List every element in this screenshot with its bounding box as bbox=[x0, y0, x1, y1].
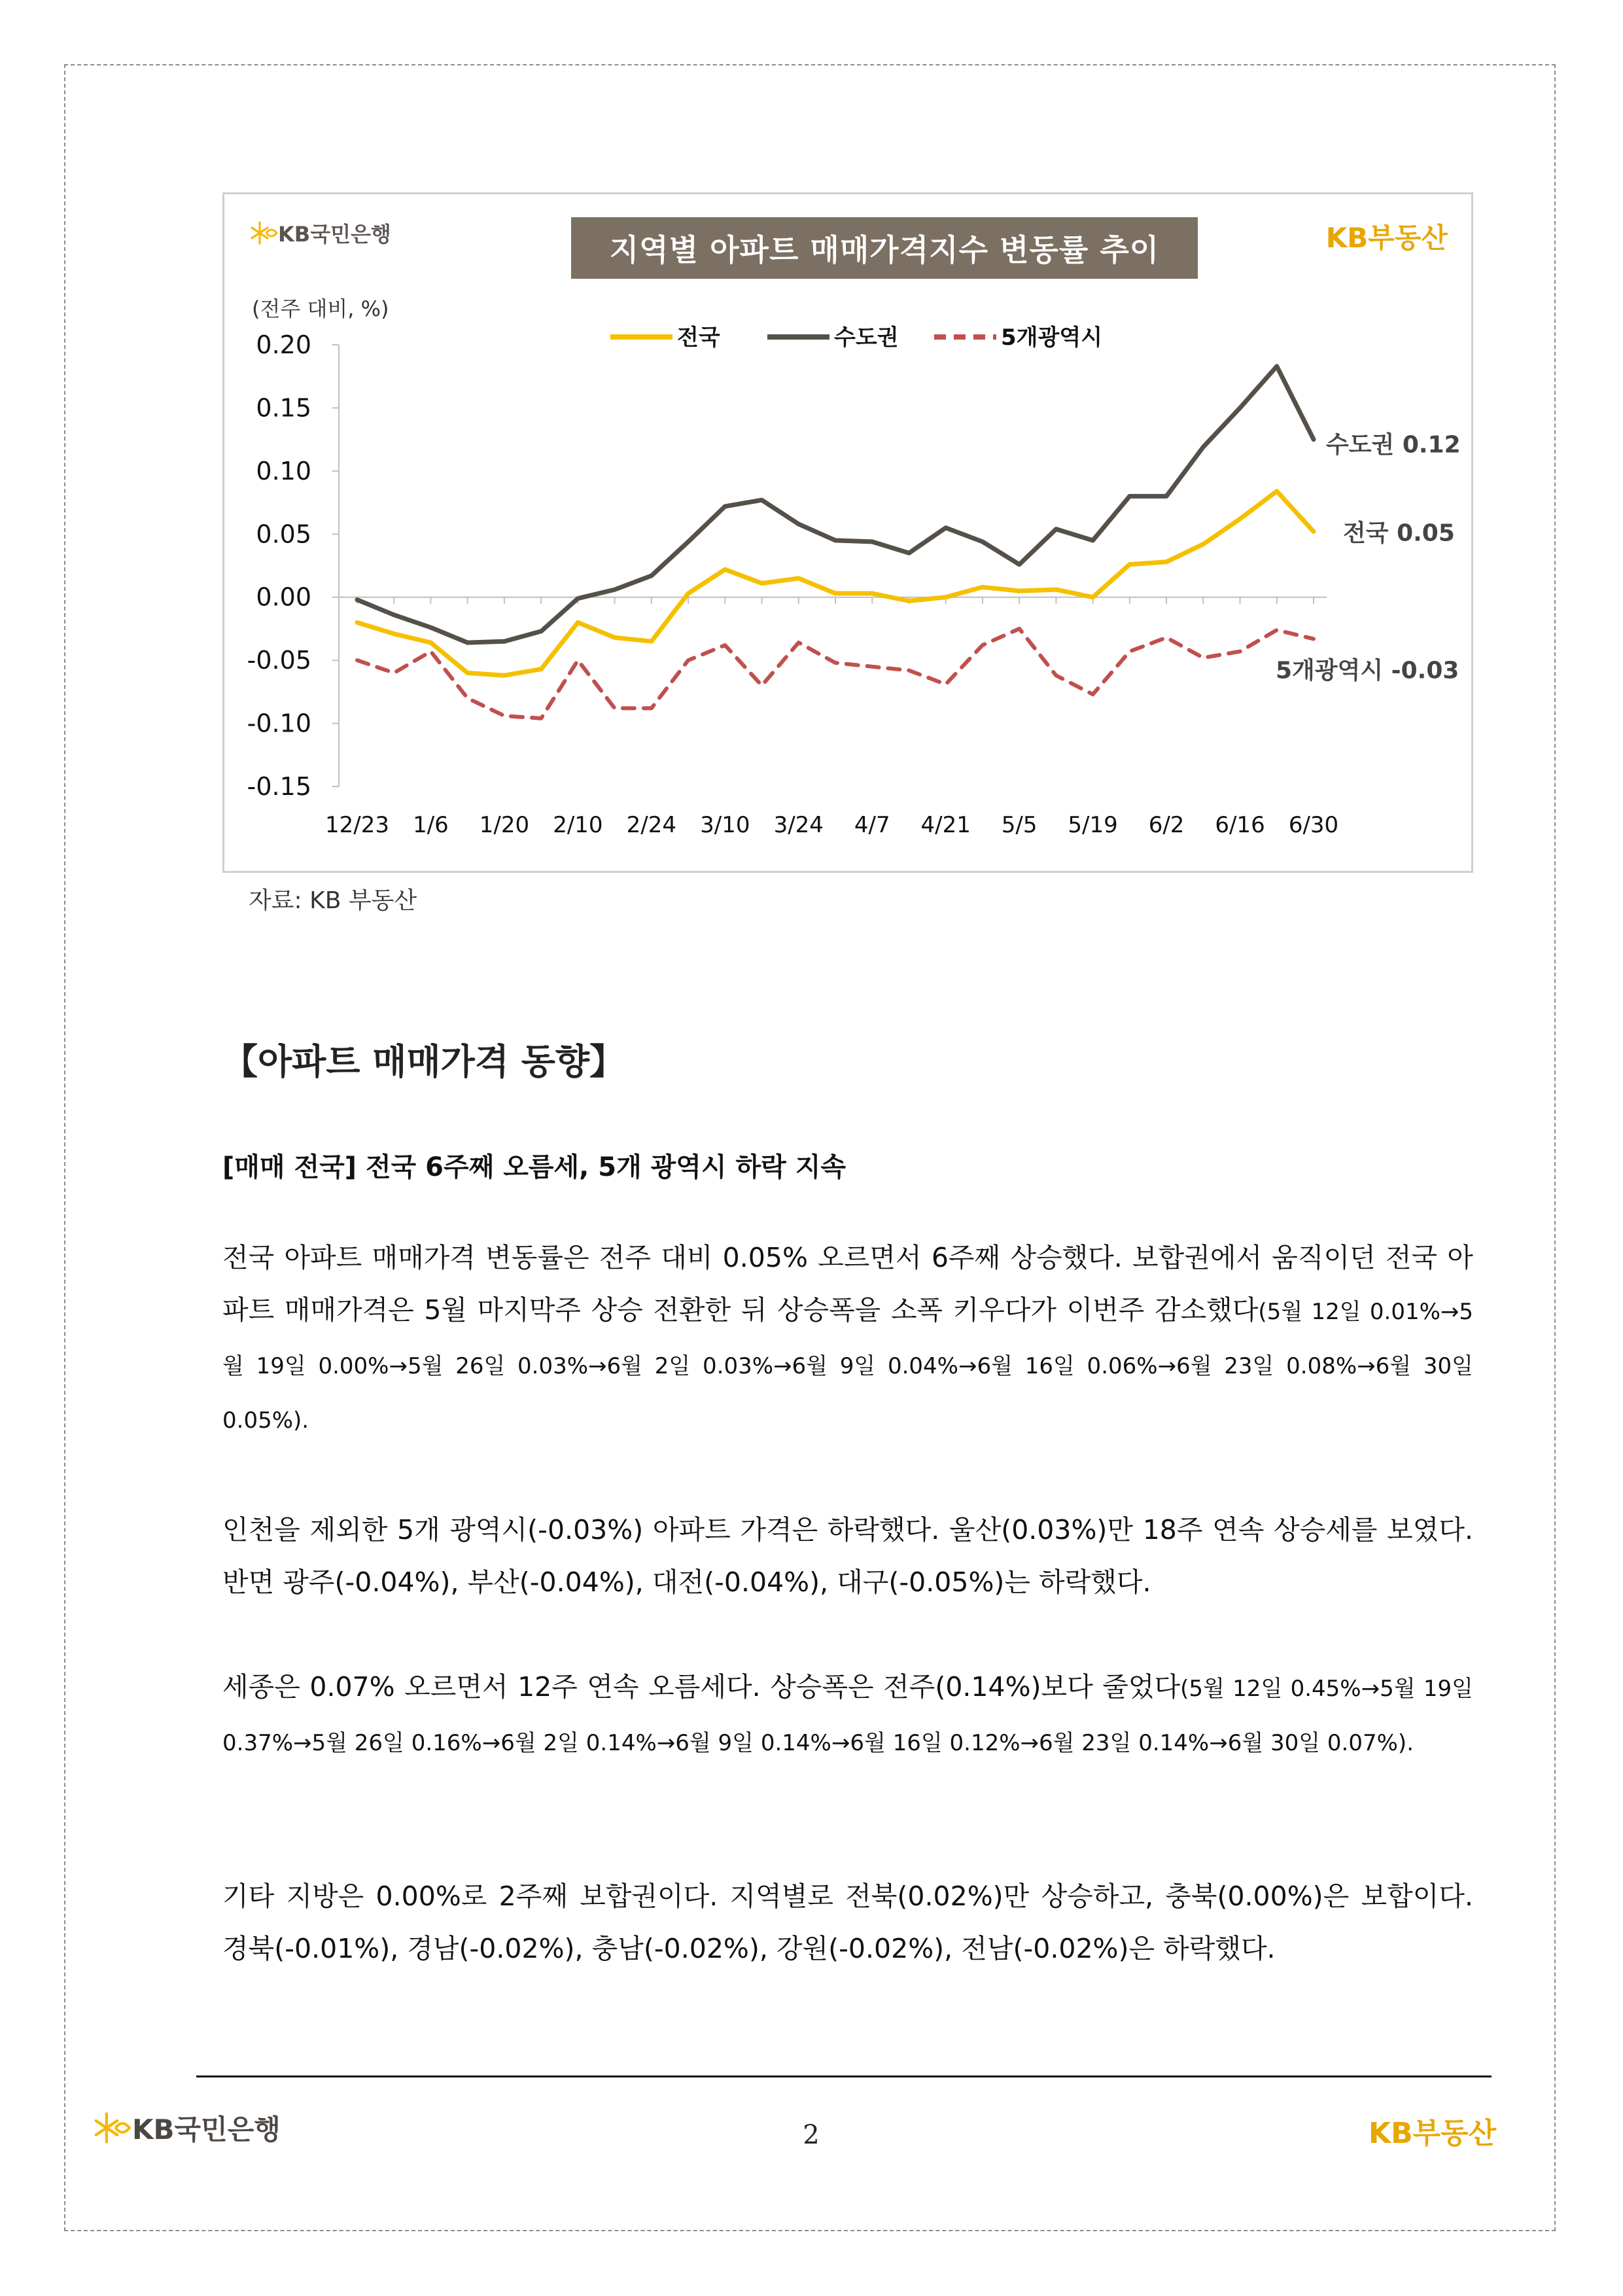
legend-label-2: 5개광역시 bbox=[1001, 325, 1103, 351]
footer-divider bbox=[196, 2075, 1492, 2077]
chart-title: 지역별 아파트 매매가격지수 변동률 추이 bbox=[571, 217, 1198, 279]
footer-bank-logo-text: KB국민은행 bbox=[132, 2113, 281, 2146]
paragraph-sejong bbox=[222, 1661, 1473, 1769]
paragraph-sejong-detail: (5월 12일 0.45%→5월 19일 0.37%→5월 26일 0.16%→6월 2일 0.14%→6월 9일 0.14%→6월 16일 0.12%→6월 23일 0.14%→6월 30일 0.07%). bbox=[222, 1676, 1473, 1756]
y-tick-label: 0.15 bbox=[256, 393, 311, 423]
x-tick-label: 2/24 bbox=[626, 812, 677, 838]
paragraph-other-regions: 기타 지방은 0.00%로 2주째 보합권이다. 지역별로 전북(0.02%)만 상승하고, 충북(0.00%)은 보합이다. 경북(-0.01%), 경남(-0.02%), 충남(-0.02%), 강원(-0.02%), 전남(-0.02%)은 하락했다. bbox=[222, 1881, 1474, 1964]
y-tick-label: -0.15 bbox=[247, 772, 311, 801]
line-chart bbox=[224, 194, 1471, 871]
y-tick-label: 0.00 bbox=[256, 582, 311, 612]
x-tick-label: 4/21 bbox=[920, 812, 971, 838]
paragraph-national-detail: (5월 12일 0.01%→5월 19일 0.00%→5월 26일 0.03%→6월 2일 0.03%→6월 9일 0.04%→6월 16일 0.06%→6월 23일 0.08%→6월 30일 0.05%). bbox=[222, 1299, 1474, 1434]
y-tick-label: 0.10 bbox=[256, 456, 311, 486]
x-tick-label: 12/23 bbox=[325, 812, 389, 838]
series-line-0 bbox=[357, 491, 1314, 676]
y-tick-label: 0.20 bbox=[256, 330, 311, 359]
paragraph-national-main: 전국 아파트 매매가격 변동률은 전주 대비 0.05% 오르면서 6주째 상승했다. 보합권에서 움직이던 전국 아파트 매매가격은 5월 마지막주 상승 전환한 뒤 상승폭을 소폭 키우다가 이번주 감소했다 bbox=[222, 1242, 1473, 1326]
paragraph-national bbox=[222, 1231, 1473, 1447]
page-number: 2 bbox=[803, 2120, 820, 2150]
series-end-label-1: 수도권 0.12 bbox=[1326, 431, 1461, 459]
legend-label-0: 전국 bbox=[677, 325, 720, 351]
section-heading: 【아파트 매매가격 동향】 bbox=[222, 1041, 625, 1082]
footer-bank-logo bbox=[92, 2108, 281, 2147]
legend-label-1: 수도권 bbox=[834, 325, 899, 351]
y-tick-label: -0.10 bbox=[247, 709, 311, 738]
source-note: 자료: KB 부동산 bbox=[249, 887, 417, 914]
chart-panel bbox=[222, 192, 1473, 873]
paragraph-metro-cities: 인천을 제외한 5개 광역시(-0.03%) 아파트 가격은 하락했다. 울산(0.03%)만 18주 연속 상승세를 보였다. 반면 광주(-0.04%), 부산(-0.04%), 대전(-0.04%), 대구(-0.05%)는 하락했다. bbox=[222, 1514, 1473, 1598]
y-tick-label: 0.05 bbox=[256, 520, 311, 549]
x-tick-label: 3/10 bbox=[700, 812, 750, 838]
x-tick-label: 1/6 bbox=[413, 812, 449, 838]
y-axis-unit-label: (전주 대비, %) bbox=[252, 296, 389, 321]
x-tick-label: 6/2 bbox=[1148, 812, 1185, 838]
footer-realty-logo: KB부동산 bbox=[1369, 2117, 1497, 2150]
x-tick-label: 4/7 bbox=[854, 812, 890, 838]
kb-star-icon bbox=[92, 2110, 132, 2146]
sub-heading: [매매 전국] 전국 6주째 오름세, 5개 광역시 하락 지속 bbox=[222, 1152, 846, 1182]
chart-realty-logo: KB부동산 bbox=[1325, 222, 1448, 254]
x-tick-label: 5/19 bbox=[1068, 812, 1118, 838]
y-tick-label: -0.05 bbox=[247, 646, 311, 675]
x-tick-label: 1/20 bbox=[479, 812, 530, 838]
series-end-label-2: 5개광역시 -0.03 bbox=[1276, 657, 1459, 684]
paragraph-sejong-main: 세종은 0.07% 오르면서 12주 연속 오름세다. 상승폭은 전주(0.14%)보다 줄었다 bbox=[222, 1671, 1181, 1703]
series-end-label-0: 전국 0.05 bbox=[1343, 520, 1455, 547]
x-tick-label: 6/16 bbox=[1215, 812, 1265, 838]
x-tick-label: 3/24 bbox=[773, 812, 824, 838]
x-tick-label: 2/10 bbox=[553, 812, 603, 838]
x-tick-label: 5/5 bbox=[1001, 812, 1038, 838]
chart-bank-logo-text: KB국민은행 bbox=[278, 222, 391, 247]
x-tick-label: 6/30 bbox=[1288, 812, 1339, 838]
